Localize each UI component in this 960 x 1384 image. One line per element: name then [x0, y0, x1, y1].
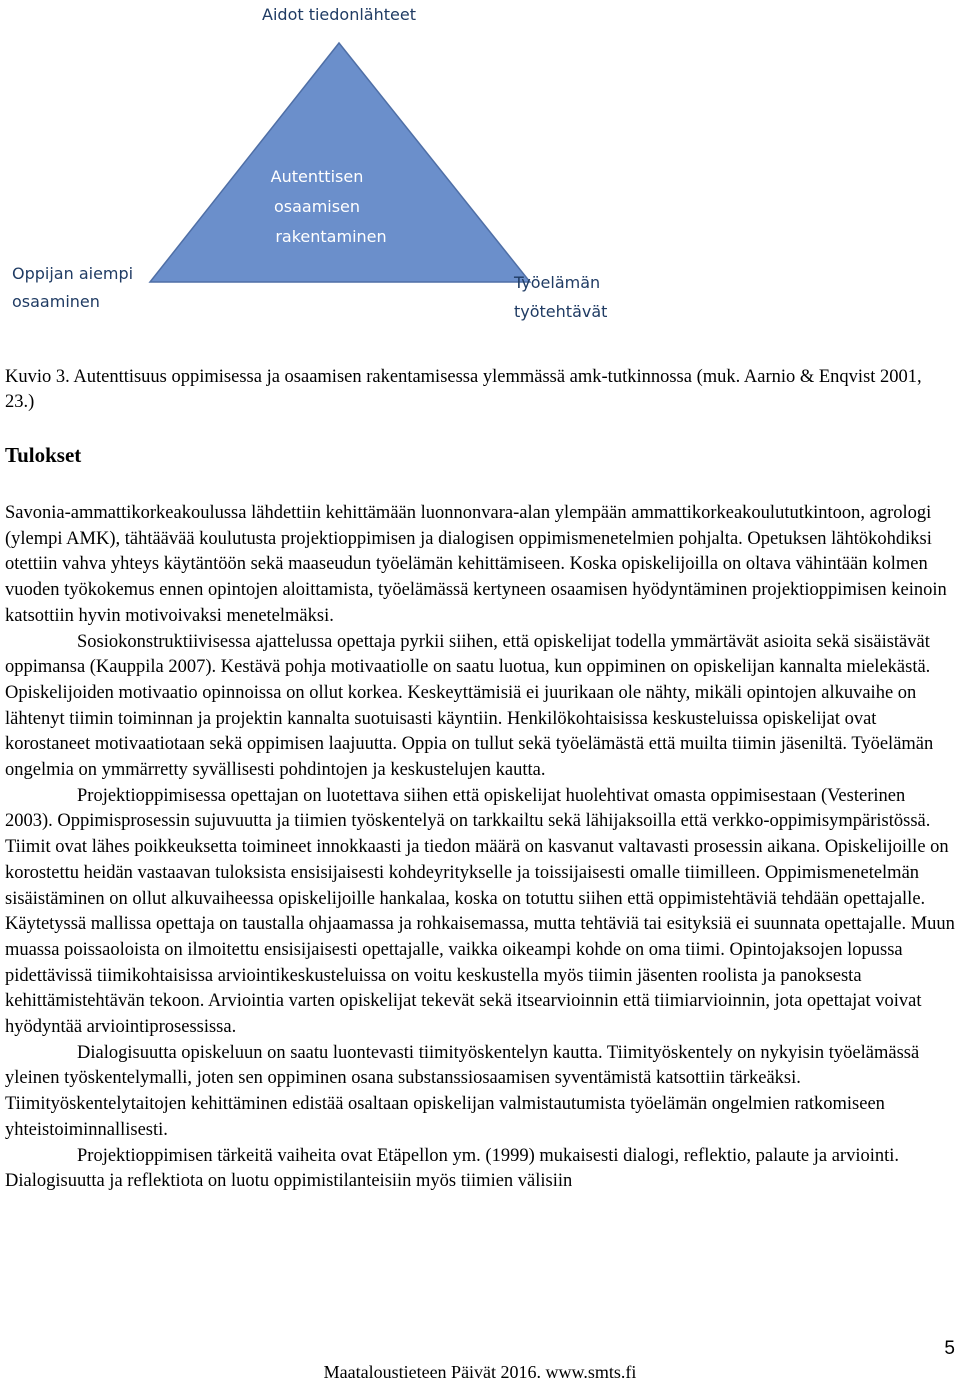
paragraph-4: Dialogisuutta opiskeluun on saatu luontevasti tiimityöskentelyn kautta. Tiimityöskentely on nykyisin työelämässä yleinen työskentelymalli, joten sen oppiminen osana substanssiosaamisen syventämistä katsottiin tärkeäksi. Tiimityöskentelytaitojen kehittäminen edistää osaltaan opiskelijan valmistautumista työelämän ongelmien ratkomiseen yhteistoiminnallisesti. — [5, 1042, 920, 1140]
right-label-line-2: työtehtävät — [514, 302, 608, 321]
paragraph-2: Sosiokonstruktiivisessa ajattelussa opettaja pyrkii siihen, että opiskelijat todella ymmärtävät asioita sekä sisäistävät oppimansa (Kauppila 2007). Kestävä pohja motivaatiolle on saatu luotua, kun oppiminen on opiskelijan kannalta mielekästä. Opiskelijoiden motivaatio opinnoissa on ollut korkea. Keskeyttämisiä ei juurikaan ole nähty, mikäli opintojen alkuvaihe on lähtenyt tiimin toiminnan ja projektin kannalta suotuisasti käyntiin. Henkilökohtaisissa keskusteluissa opiskelijat ovat korostaneet motivaatiotaan sekä oppimisen laajuutta. Oppia on tullut sekä työelämästä että muilta tiimin jäseniltä. Työelämän ongelmia on ymmärretty syvällisesti pohdintojen ja keskustelujen kautta. — [5, 631, 934, 781]
left-label-line-1: Oppijan aiempi — [12, 264, 134, 283]
paragraph-1: Savonia-ammattikorkeakoulussa lähdettiin kehittämään luonnonvara-alan ylempään ammattikorkeakoulututkintoon, agrologi (ylempi AMK), tähtäävää koulutusta projektioppimisen ja dialogisen oppimismenetelmien pohjalta. Opetuksen lähtökohdiksi otettiin vahva yhteys käytäntöön sekä maaseudun työelämän kehittämiseen. Koska opiskelijoilla on oltava vähintään kolmen vuoden työkokemus ennen opintojen aloittamista, työelämässä kertyneen osaamisen hyödyntäminen projektioppimisen keinoin katsottiin hyvin motivoivaksi menetelmäksi. — [5, 503, 947, 626]
left-label-line-2: osaaminen — [12, 292, 100, 311]
center-label-line-3: rakentaminen — [275, 227, 387, 246]
triangle-shape — [150, 43, 530, 282]
right-label-line-1: Työelämän — [514, 273, 601, 292]
center-label-line-2: osaamisen — [273, 197, 361, 216]
page-number: 5 — [944, 1338, 955, 1359]
authenticity-triangle-diagram — [0, 0, 960, 330]
paragraph-3: Projektioppimisessa opettajan on luotettava siihen että opiskelijat huolehtivat omasta oppimisestaan (Vesterinen 2003). Oppimisprosessin sujuvuutta ja tiimien työskentelyä on tarkkailtu sekä lähijaksoilla että verkko-oppimisympäristössä. Tiimit ovat lähes poikkeuksetta toimineet innokkaasti ja tiedon määrä on kasvanut valtavasti prosessin aikana. Opiskelijoille on korostettu heidän vastaavan tuloksista ensisijaisesti kohdeyritykselle ja toissijaisesti omalle tiimilleen. Oppimismenetelmän sisäistäminen on ollut alkuvaiheessa opiskelijoille hankalaa, koska on totuttu siihen että oppimistehtäviä tehdään opettajalle. Käytetyssä mallissa opettaja on taustalla ohjaamassa ja rohkaisemassa, mutta tehtäviä tai esityksiä ei suunnata opettajalle. Muun muassa poissaoloista on ilmoitettu ensisijaisesti opettajalle, vaikka oikeampi kohde on oma tiimi. Opintojaksojen lopussa pidettävissä tiimikohtaisissa arviointikeskusteluissa on voitu keskustella myös tiimin jäsenten roolista ja panoksesta kehittämistehtävän tekoon. Arviointia varten opiskelijat tekevät sekä itsearvioinnin että tiimiarvioinnin, jota opettajat voivat hyödyntää arviointiprosessissa. — [5, 785, 955, 1038]
paragraph-5: Projektioppimisen tärkeitä vaiheita ovat Etäpellon ym. (1999) mukaisesti dialogi, reflektio, palaute ja arviointi. Dialogisuutta ja reflektiota on luotu oppimistilanteisiin myös tiimien välisiin — [5, 1145, 900, 1192]
center-label-line-1: Autenttisen — [270, 167, 364, 186]
page-footer: Maataloustieteen Päivät 2016. www.smts.fi — [323, 1362, 637, 1382]
top-label: Aidot tiedonlähteet — [262, 5, 416, 24]
section-heading: Tulokset — [5, 443, 82, 467]
body-text — [5, 501, 955, 1195]
figure-caption: Kuvio 3. Autenttisuus oppimisessa ja osaamisen rakentamisessa ylemmässä amk-tutkinnossa (muk. Aarnio & Enqvist 2001, 23.) — [5, 367, 922, 412]
